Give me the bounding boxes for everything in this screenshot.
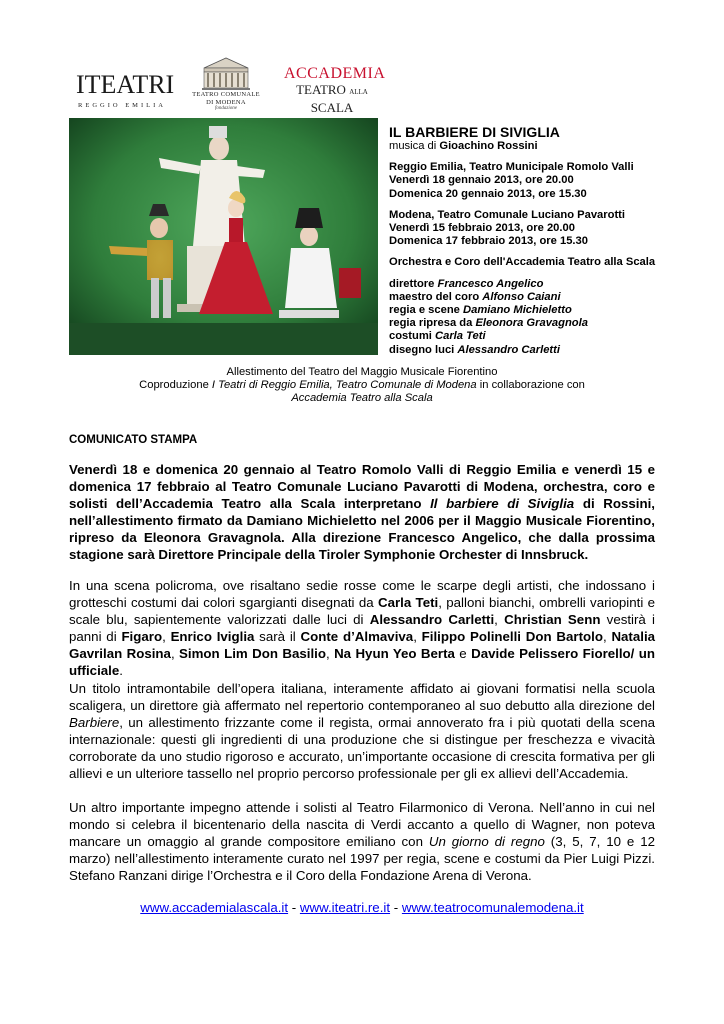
scala-logo-alla: ALLA: [349, 88, 368, 96]
scala-logo-teatro: TEATRO: [296, 82, 346, 97]
theatre-facade-icon: [200, 56, 252, 90]
caption-line-2: Coproduzione I Teatri di Reggio Emilia, Teatro Comunale di Modena in collaborazione con: [139, 379, 585, 392]
reggio-venue: Reggio Emilia, Teatro Municipale Romolo Valli: [389, 161, 634, 174]
press-release-heading: COMUNICATO STAMPA: [69, 434, 198, 446]
modena-logo-line3: fondazione: [215, 106, 237, 111]
credit-item: disegno luci Alessandro Carletti: [389, 343, 560, 356]
scala-logo-line1: ACCADEMIA: [284, 65, 386, 82]
orchestra-text: Orchestra e Coro dell'Accademia Teatro alla Scala: [389, 256, 656, 269]
verona-paragraph: Un altro importante impegno attende i solisti al Teatro Filarmonico di Verona. Nell’anno in cui nel mondo si celebra il bicentenario della nascita di Verdi accanto a quello di Wagner, non poteva mancare un omaggio al grande compositore emiliano con Un giorno di regno (3, 5, 7, 10 e 12 marzo) nell’allestimento interamente curato nel 1997 per regia, scene e costumi da Pier Luigi Pizzi. Stefano Ranzani dirige l’Orchestra e il Coro della Fondazione Arena di Verona.: [69, 800, 655, 883]
credit-item: maestro del coro Alfonso Caiani: [389, 290, 561, 303]
modena-venue: Modena, Teatro Comunale Luciano Pavarotti: [389, 208, 626, 221]
orchestra-line: [389, 256, 699, 269]
description-paragraph: Un titolo intramontabile dell’opera italiana, interamente affidato ai giovani formatisi nella scuola scaligera, un direttore già affermato nel repertorio contemporaneo al suo debutto alla direzione del Barbiere, un allestimento frizzante come il regista, ormai annoverato fra i più quotati della scena internazionale: questi gli ingredienti di una produzione che si distingue per freschezza e vivacità corroborate da uno studio rigoroso e accurato, un’importante occasione di crescita formativa per gli allievi e un ulteriore tassello nel proprio percorso professionale per gli ex allievi dell’Accademia.: [69, 681, 655, 781]
iteatri-logo-subtitle: REGGIO EMILIA: [78, 102, 166, 109]
iteatri-link[interactable]: www.iteatri.re.it: [299, 900, 391, 915]
composer-name: Gioachino Rossini: [439, 140, 538, 152]
composer-line: [389, 140, 699, 153]
accademia-scala-link[interactable]: www.accademialascala.it: [140, 900, 289, 915]
teatro-modena-link[interactable]: www.teatrocomunalemodena.it: [401, 900, 584, 915]
credit-item: regia e scene Damiano Michieletto: [389, 304, 572, 317]
stage-scene-illustration: [69, 118, 378, 355]
modena-date-2: Domenica 17 febbraio 2013, ore 15.30: [389, 235, 588, 248]
caption-line-1: Allestimento del Teatro del Maggio Musicale Fiorentino: [226, 366, 498, 378]
footer-links: [69, 900, 655, 915]
credits-list: [389, 278, 699, 357]
opera-stage-photo: [69, 118, 378, 355]
reggio-date-1: Venerdì 18 gennaio 2013, ore 20.00: [389, 174, 574, 187]
modena-date-1: Venerdì 15 febbraio 2013, ore 20.00: [389, 222, 575, 235]
production-info: [389, 124, 699, 357]
teatro-comunale-modena-logo: [191, 56, 261, 118]
reggio-dates: [389, 161, 699, 201]
opera-title: IL BARBIERE DI SIVIGLIA: [389, 124, 560, 140]
scala-logo-scala: SCALA: [310, 100, 354, 115]
cast-paragraph: In una scena policroma, ove risaltano sedie rosse come le scarpe degli artisti, che indossano i grotteschi costumi dai colori sgargianti disegnati da Carla Teti, palloni bianchi, ombrelli variopinti e scale blu, sapientemente valorizzati dalle luci di Alessandro Carletti, Christian Senn vestirà i panni di Figaro, Enrico Iviglia sarà il Conte d’Almaviva, Filippo Polinelli Don Bartolo, Natalia Gavrilan Rosina, Simon Lim Don Basilio, Na Hyun Yeo Berta e Davide Pelissero Fiorello/ un ufficiale.: [69, 578, 656, 678]
credit-item: regia ripresa da Eleonora Gravagnola: [389, 317, 588, 330]
footer-separator: -: [390, 900, 402, 915]
music-prefix: musica di: [389, 140, 440, 152]
scala-logo-line2: [284, 82, 380, 116]
credit-item: costumi Carla Teti: [389, 330, 486, 343]
iteatri-logo-text: ITEATRI: [76, 70, 175, 99]
modena-logo-line2: DI MODENA: [206, 99, 246, 106]
iteatri-logo: [76, 70, 175, 112]
credit-item: direttore Francesco Angelico: [389, 277, 544, 290]
modena-dates: [389, 209, 699, 249]
reggio-date-2: Domenica 20 gennaio 2013, ore 15.30: [389, 187, 587, 200]
production-caption: [69, 366, 655, 406]
modena-logo-line1: TEATRO COMUNALE: [192, 91, 260, 98]
caption-line-3: Accademia Teatro alla Scala: [291, 392, 433, 405]
accademia-scala-logo: [284, 65, 386, 115]
lead-paragraph: Venerdì 18 e domenica 20 gennaio al Teatro Romolo Valli di Reggio Emilia e venerdì 15 e domenica 17 febbraio al Teatro Comunale Luciano Pavarotti di Modena, orchestra, coro e solisti dell’Accademia Teatro alla Scala interpretano Il barbiere di Siviglia di Rossini, nell’allestimento firmato da Damiano Michieletto nel 2006 per il Maggio Musicale Fiorentino, ripreso da Eleonora Gravagnola. Alla direzione Francesco Angelico, che dalla prossima stagione sarà Direttore Principale della Tiroler Symphonie Orchester di Innsbruck.: [69, 462, 655, 562]
footer-separator: -: [288, 900, 300, 915]
